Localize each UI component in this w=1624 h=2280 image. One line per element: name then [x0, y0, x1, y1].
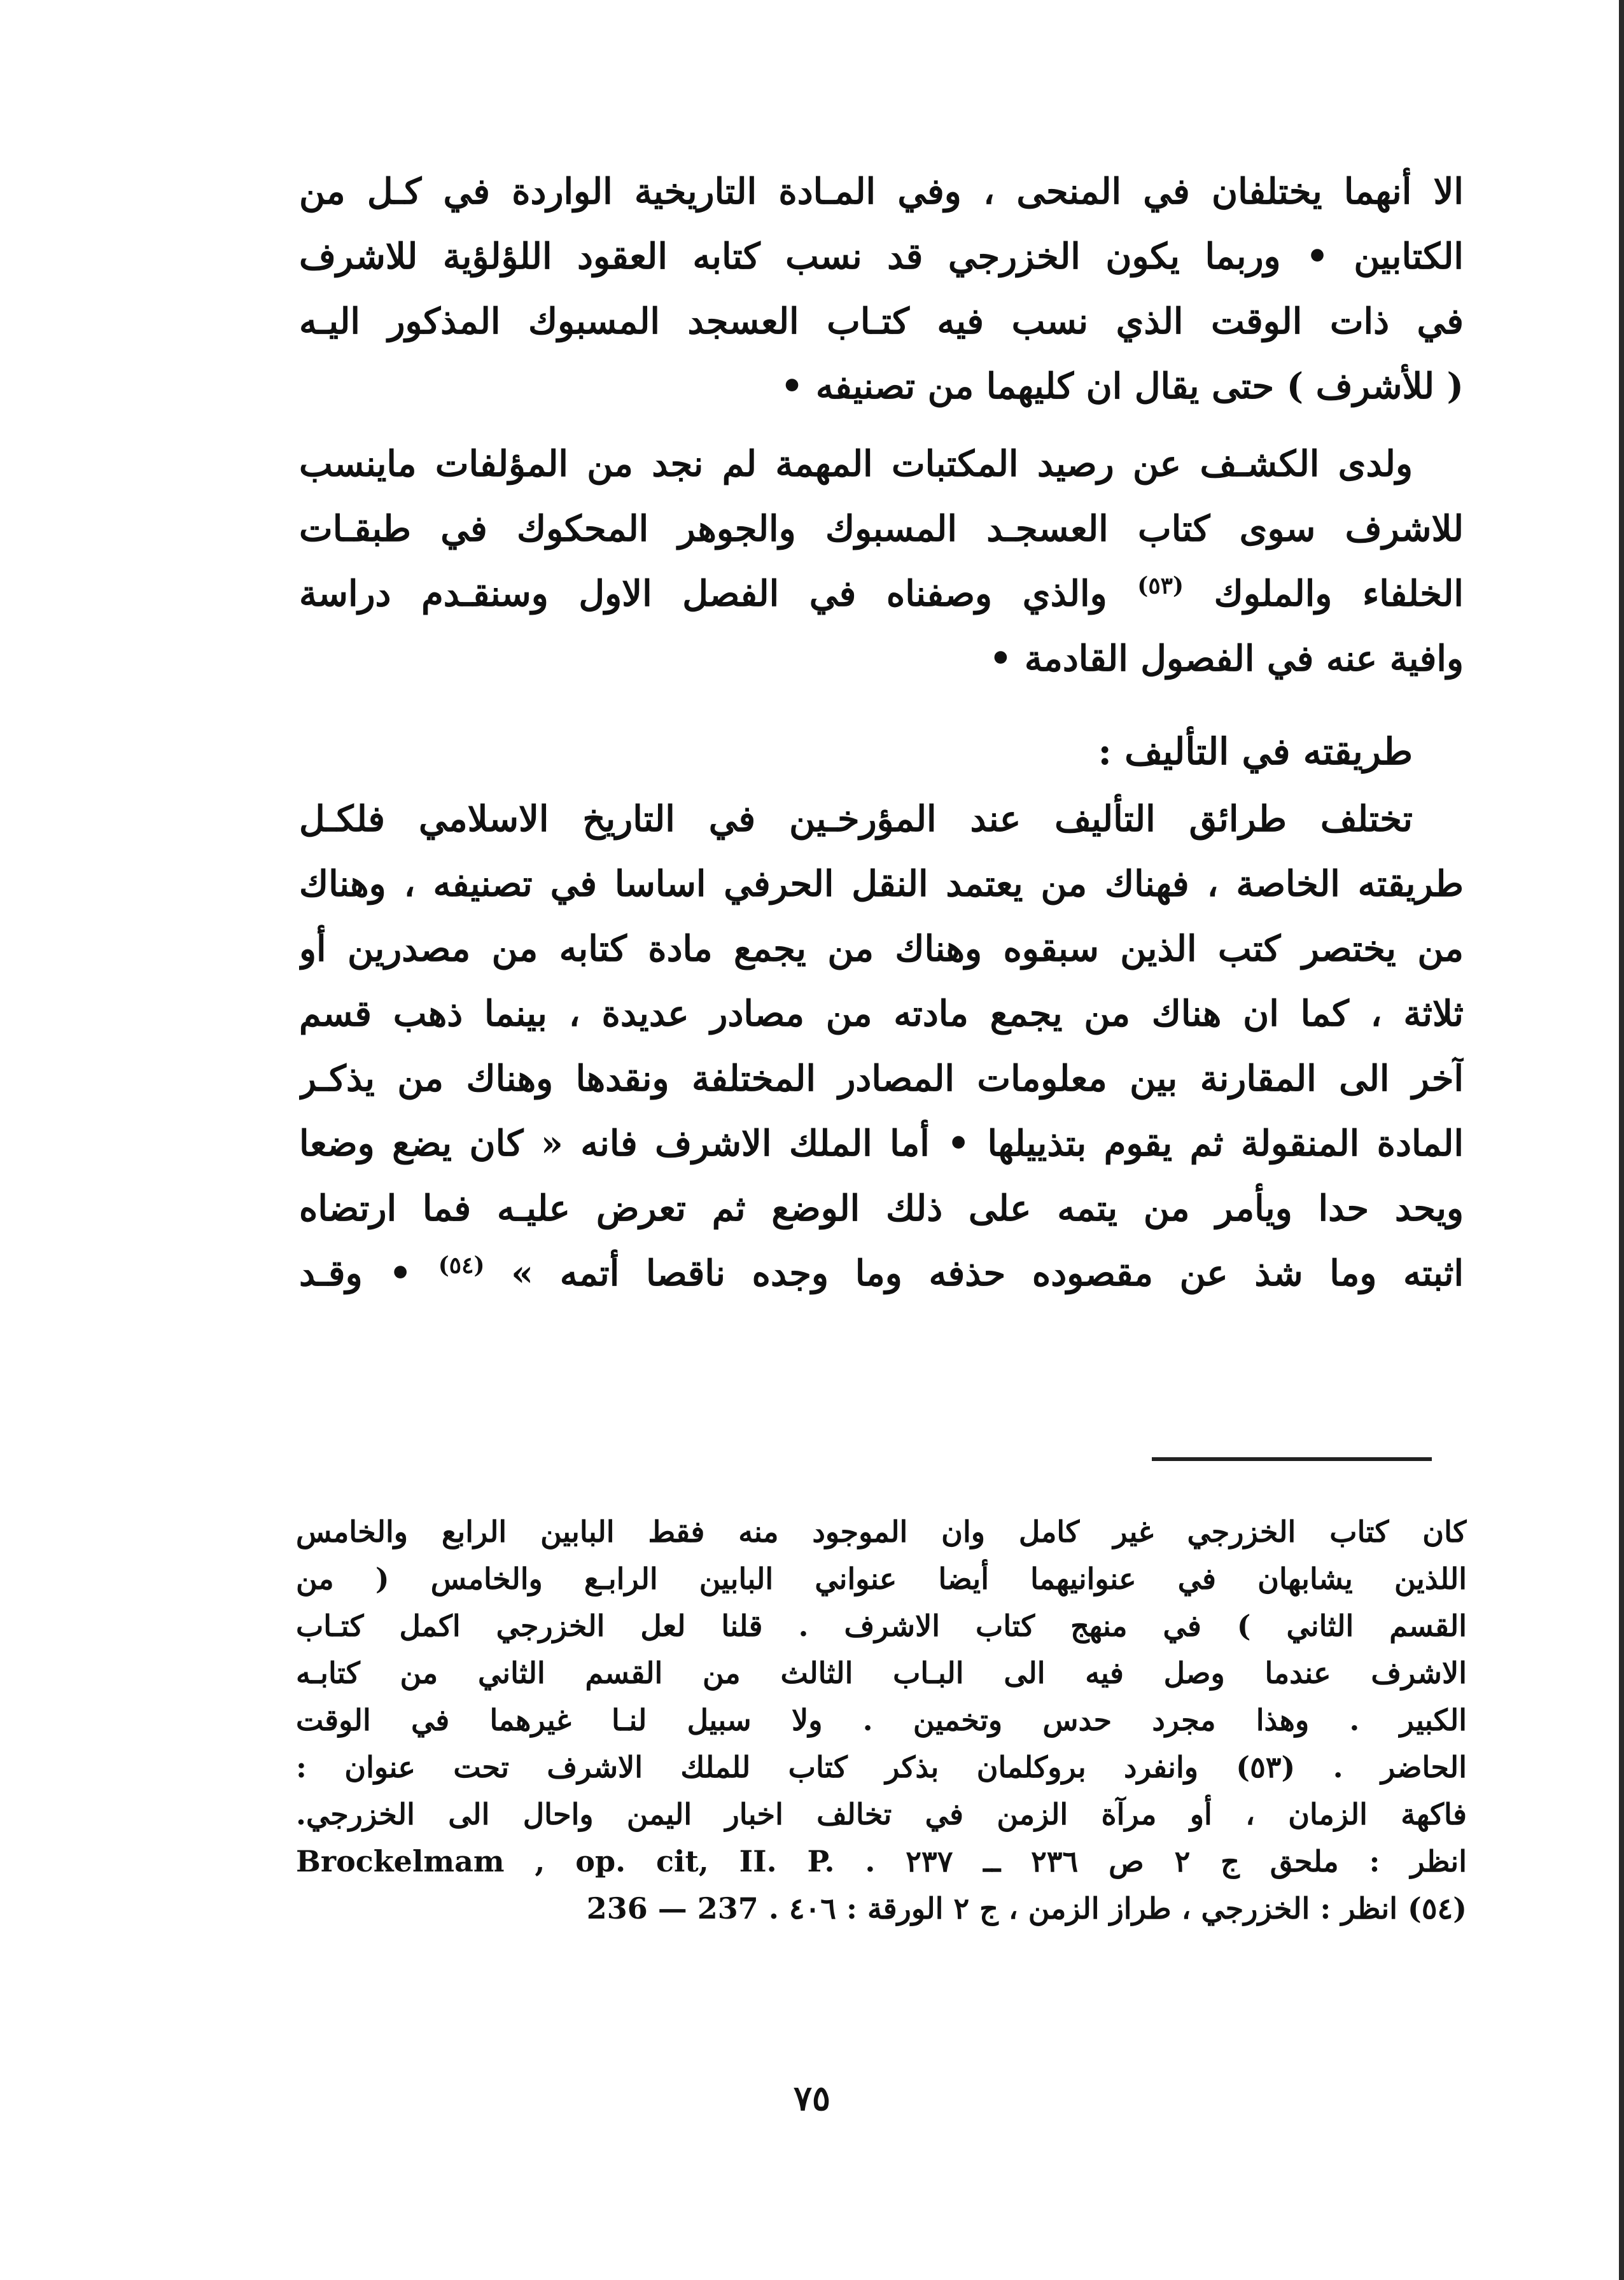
- text-segment: والذي وصفناه في الفصل الاول وسنقـدم دراسة: [299, 573, 1107, 615]
- text-line-with-ref: [299, 1241, 1464, 1306]
- text-line-with-ref: [299, 561, 1464, 626]
- footnote-line: فاكهة الزمان ، أو مرآة الزمن في تخالف اخبار اليمن واحال الى الخزرجي.: [296, 1797, 1467, 1831]
- footnote-arabic: انظر : ملحق ج ٢ ص ٢٣٦ ــ ٢٣٧ .: [865, 1844, 1467, 1878]
- text-line: ( للأشرف ) حتى يقال ان كليهما من تصنيفه •: [780, 365, 1464, 407]
- paragraph-3: [299, 787, 1464, 1306]
- text-segment: • وقـد: [299, 1252, 412, 1294]
- footnote-line: الحاضر . (٥٣) وانفرد بروكلمان بذكر كتاب للملك الاشرف تحت عنوان :: [296, 1750, 1467, 1784]
- footnote-ref: (٥٣): [1137, 572, 1184, 599]
- text-line: طريقته الخاصة ، فهناك من يعتمد النقل الحرفي اساسا في تصنيفه ، وهناك: [299, 863, 1464, 905]
- text-segment: الخلفاء والملوك: [1214, 573, 1464, 615]
- footnote-latin: 236 — 237: [586, 1891, 759, 1926]
- paragraph-1: [299, 159, 1464, 419]
- footnote-line: القسم الثاني ) في منهج كتاب الاشرف . قلنا لعل الخزرجي اكمل كتـاب: [296, 1609, 1467, 1643]
- footnote-ref: (٥٤): [438, 1252, 485, 1279]
- text-line: في ذات الوقت الذي نسب فيه كتـاب العسجد المسبوك المذكور اليـه: [299, 300, 1464, 342]
- text-line: للاشرف سوى كتاب العسجـد المسبوك والجوهر المحكوك في طبقـات: [299, 508, 1464, 550]
- footnote-line-mixed: [296, 1838, 1467, 1885]
- main-text: [299, 159, 1464, 1306]
- footnote-line: الاشرف عندما وصل فيه الى البـاب الثالث من القسم الثاني من كتابـه: [296, 1656, 1467, 1690]
- text-line: ويحد حدا ويأمر من يتمه على ذلك الوضع ثم تعرض عليـه فما ارتضاه: [299, 1187, 1464, 1229]
- text-line: ولدى الكشـف عن رصيد المكتبات المهمة لم نجد من المؤلفات ماينسب: [299, 443, 1413, 485]
- section-heading: طريقته في التأليف :: [1098, 730, 1413, 773]
- text-line: ثلاثة ، كما ان هناك من يجمع مادته من مصادر عديدة ، بينما ذهب قسم: [299, 993, 1464, 1035]
- page-edge: [1619, 0, 1624, 2280]
- footnote-line: اللذين يشابهان في عنوانيهما أيضا عنواني البابين الرابـع والخامس ( من: [296, 1562, 1467, 1596]
- footnote-latin: Brockelmam , op. cit, II. P.: [296, 1844, 835, 1878]
- text-line: وافية عنه في الفصول القادمة •: [989, 638, 1464, 680]
- footnotes: [296, 1508, 1467, 1932]
- text-line: آخر الى المقارنة بين معلومات المصادر المختلفة ونقدها وهناك من يذكـر: [299, 1058, 1464, 1100]
- footnote-separator: [1152, 1457, 1432, 1461]
- text-line: تختلف طرائق التأليف عند المؤرخـين في التاريخ الاسلامي فلكـل: [299, 798, 1413, 840]
- footnote-arabic: (٥٤) انظر : الخزرجي ، طراز الزمن ، ج ٢ الورقة : ٤٠٦ .: [768, 1891, 1467, 1926]
- text-line: الكتابين • وربما يكون الخزرجي قد نسب كتابه العقود اللؤلؤية للاشرف: [299, 235, 1464, 277]
- paragraph-2: [299, 431, 1464, 691]
- footnote-line-mixed: [296, 1885, 1467, 1932]
- page-number: ٧٥: [793, 2078, 830, 2118]
- footnote-line: كان كتاب الخزرجي غير كامل وان الموجود منه فقط البابين الرابع والخامس: [296, 1514, 1467, 1549]
- text-line: المادة المنقولة ثم يقوم بتذييلها • أما الملك الاشرف فانه « كان يضع وضعا: [299, 1123, 1464, 1164]
- footnote-line: الكبير . وهذا مجرد حدس وتخمين . ولا سبيل لنـا غيرهما في الوقت: [296, 1703, 1467, 1737]
- text-segment: اثبته وما شذ عن مقصوده حذفه وما وجده ناقصا أتمه »: [511, 1252, 1464, 1294]
- text-line: من يختصر كتب الذين سبقوه وهناك من يجمع مادة كتابه من مصدرين أو: [299, 928, 1464, 970]
- text-line: الا أنهما يختلفان في المنحى ، وفي المـادة التاريخية الواردة في كـل من: [299, 171, 1464, 213]
